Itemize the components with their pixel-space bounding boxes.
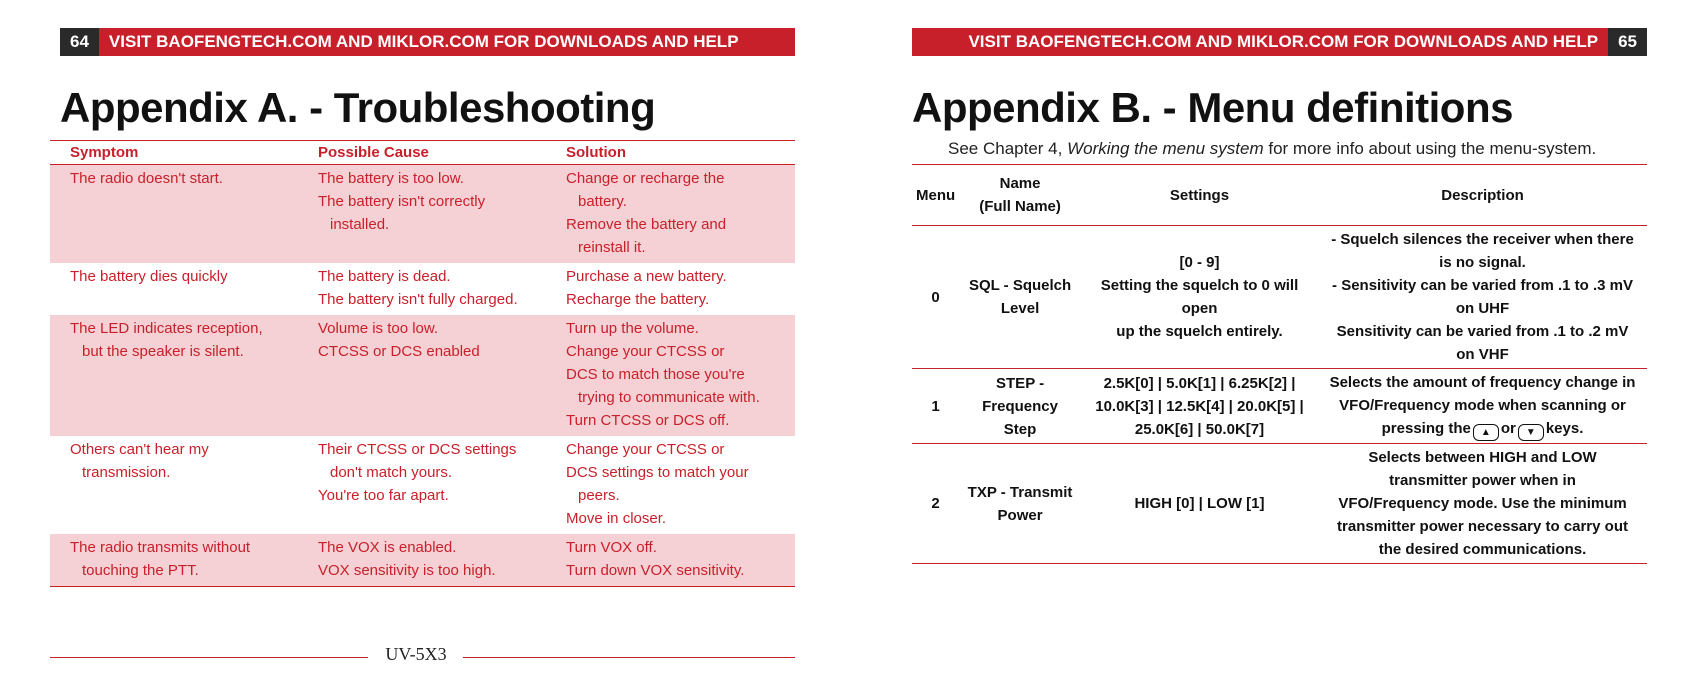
symptom-cell (50, 315, 298, 436)
cell-line: Remove the battery and (566, 216, 727, 233)
cell-line: touching the PTT. (82, 562, 199, 579)
solution-cell (546, 165, 795, 264)
cell-line: The LED indicates reception, (70, 320, 263, 337)
cell-line: installed. (330, 216, 390, 233)
cell-line: - Squelch silences the receiver when there (1331, 231, 1634, 248)
cause-cell (298, 534, 546, 587)
header-description: Description (1318, 165, 1647, 226)
cell-line: VOX sensitivity is too high. (318, 562, 496, 579)
cell-line: transmitter power necessary to carry out (1337, 518, 1628, 535)
cell-line: Move in closer. (566, 510, 667, 527)
cell-line: Sensitivity can be varied from .1 to .2 mV (1336, 323, 1629, 340)
cell-line: up the squelch entirely. (1116, 323, 1283, 340)
down-arrow-key-icon: ▼ (1518, 424, 1544, 441)
cause-cell (298, 165, 546, 264)
menu-number-cell: 2 (912, 444, 959, 564)
banner-text-right: VISIT BAOFENGTECH.COM AND MIKLOR.COM FOR DOWNLOADS AND HELP (968, 32, 1599, 51)
menu-name-cell (959, 226, 1081, 369)
cause-cell (298, 315, 546, 436)
keys-text: keys. (1545, 420, 1584, 437)
troubleshooting-table (50, 140, 795, 587)
table-row (912, 226, 1647, 369)
cell-line: The radio doesn't start. (70, 170, 223, 187)
cell-line: Turn CTCSS or DCS off. (566, 412, 730, 429)
or-text: or (1500, 420, 1516, 437)
cell-line: Change your CTCSS or (566, 441, 725, 458)
table-row (50, 165, 795, 264)
cell-line: Volume is too low. (318, 320, 439, 337)
cell-line: The battery is dead. (318, 268, 451, 285)
cell-line: Change your CTCSS or (566, 343, 725, 360)
header-symptom: Symptom (50, 141, 298, 165)
header-possible-cause: Possible Cause (298, 141, 546, 165)
solution-cell (546, 263, 795, 315)
cell-line: trying to communicate with. (578, 389, 760, 406)
symptom-cell (50, 534, 298, 587)
menu-subtitle (948, 139, 1596, 159)
header-settings: Settings (1081, 165, 1318, 226)
header-menu: Menu (912, 165, 959, 226)
page-number-left: 64 (60, 28, 99, 56)
cell-line: The battery isn't correctly (318, 193, 486, 210)
solution-cell (546, 436, 795, 534)
cell-line: 10.0K[3] | 12.5K[4] | 20.0K[5] | (1095, 397, 1304, 415)
cell-line: 25.0K[6] | 50.0K[7] (1134, 420, 1265, 438)
menu-name-cell (959, 369, 1081, 444)
cell-line: Recharge the battery. (566, 291, 710, 308)
subtitle-after: for more info about using the menu-system. (1268, 139, 1597, 158)
up-arrow-key-icon: ▲ (1473, 424, 1499, 441)
menu-number-cell: 0 (912, 226, 959, 369)
menu-name-cell (959, 444, 1081, 564)
cell-line: DCS settings to match your (566, 464, 749, 481)
cell-line: SQL - Squelch (968, 277, 1072, 294)
cell-line: The battery dies quickly (70, 268, 228, 285)
menu-definitions-table (912, 164, 1647, 564)
cell-line: on UHF (1455, 300, 1510, 317)
header-name-line: Name (999, 175, 1041, 192)
menu-settings-cell (1081, 444, 1318, 564)
menu-number-cell: 1 (912, 369, 959, 444)
left-page (0, 0, 850, 680)
cell-line: Turn down VOX sensitivity. (566, 562, 745, 579)
cell-line: STEP - Frequency (982, 374, 1058, 415)
cell-line: The radio transmits without (70, 539, 251, 556)
cell-line: You're too far apart. (318, 487, 449, 504)
cell-line: HIGH [0] | LOW [1] (1134, 495, 1265, 512)
page-number-right: 65 (1608, 28, 1647, 56)
menu-description-cell (1318, 226, 1647, 369)
cell-line: Others can't hear my (70, 441, 209, 458)
cell-line: DCS to match those you're (566, 366, 745, 383)
table-row (50, 263, 795, 315)
banner-text-left: VISIT BAOFENGTECH.COM AND MIKLOR.COM FOR DOWNLOADS AND HELP (108, 32, 739, 51)
cause-cell (298, 263, 546, 315)
header-banner-right (912, 28, 1647, 56)
cell-line: 2.5K[0] | 5.0K[1] | 6.25K[2] | (1103, 374, 1296, 392)
cell-line: Change or recharge the (566, 170, 725, 187)
subtitle-before: See Chapter 4, (948, 139, 1063, 158)
cell-line: is no signal. (1439, 254, 1526, 271)
solution-cell (546, 534, 795, 587)
cell-line: Selects between HIGH and LOW (1368, 449, 1597, 466)
cell-line: Power (997, 506, 1043, 524)
pressing-text: pressing the (1381, 420, 1471, 437)
cause-cell (298, 436, 546, 534)
header-name (959, 165, 1081, 226)
menu-settings-cell (1081, 226, 1318, 369)
cell-line: Level (1000, 300, 1040, 317)
cell-line: on VHF (1456, 346, 1509, 363)
cell-line: [0 - 9] (1179, 254, 1220, 271)
cell-line: peers. (578, 487, 620, 504)
footer-rule-left (50, 657, 368, 658)
right-page (850, 0, 1701, 680)
cell-line: TXP - Transmit (967, 483, 1073, 501)
cell-line: Their CTCSS or DCS settings (318, 441, 517, 458)
cell-line-with-keys (1322, 417, 1643, 441)
cell-line: Step (1003, 420, 1037, 438)
solution-cell (546, 315, 795, 436)
table-header-row (50, 141, 795, 165)
cell-line: but the speaker is silent. (82, 343, 244, 360)
table-header-row (912, 165, 1647, 226)
cell-line: CTCSS or DCS enabled (318, 343, 480, 360)
symptom-cell (50, 165, 298, 264)
table-row (912, 369, 1647, 444)
cell-line: VFO/Frequency mode. Use the minimum (1338, 495, 1627, 512)
cell-line: battery. (578, 193, 627, 210)
table-row (50, 534, 795, 587)
cell-line: Turn VOX off. (566, 539, 657, 556)
table-row (50, 436, 795, 534)
footer-rule-right (463, 657, 795, 658)
footer-model-name: UV-5X3 (385, 644, 447, 664)
header-full-name-line: (Full Name) (979, 198, 1061, 215)
cell-line: The battery is too low. (318, 170, 464, 187)
cell-line: reinstall it. (578, 239, 646, 256)
appendix-b-title: Appendix B. - Menu definitions (912, 84, 1513, 131)
table-row (50, 315, 795, 436)
cell-line: transmission. (82, 464, 171, 481)
cell-line: Setting the squelch to 0 will open (1100, 277, 1299, 317)
symptom-cell (50, 263, 298, 315)
cell-line: the desired communications. (1378, 541, 1587, 558)
cell-line: don't match yours. (330, 464, 453, 481)
cell-line: The VOX is enabled. (318, 539, 457, 556)
cell-line: VFO/Frequency mode when scanning or (1339, 397, 1626, 414)
subtitle-chapter-title: Working the menu system (1067, 139, 1264, 158)
cell-line: transmitter power when in (1389, 472, 1576, 489)
cell-line: The battery isn't fully charged. (318, 291, 518, 308)
header-banner-left (60, 28, 795, 56)
cell-line: - Sensitivity can be varied from .1 to .3 mV (1332, 277, 1633, 294)
cell-line: Purchase a new battery. (566, 268, 727, 285)
cell-line: Turn up the volume. (566, 320, 699, 337)
menu-description-cell (1318, 369, 1647, 444)
table-row (912, 444, 1647, 564)
appendix-a-title: Appendix A. - Troubleshooting (60, 84, 656, 131)
menu-description-cell (1318, 444, 1647, 564)
symptom-cell (50, 436, 298, 534)
menu-settings-cell (1081, 369, 1318, 444)
cell-line: Selects the amount of frequency change in (1329, 374, 1636, 391)
header-solution: Solution (546, 141, 795, 165)
